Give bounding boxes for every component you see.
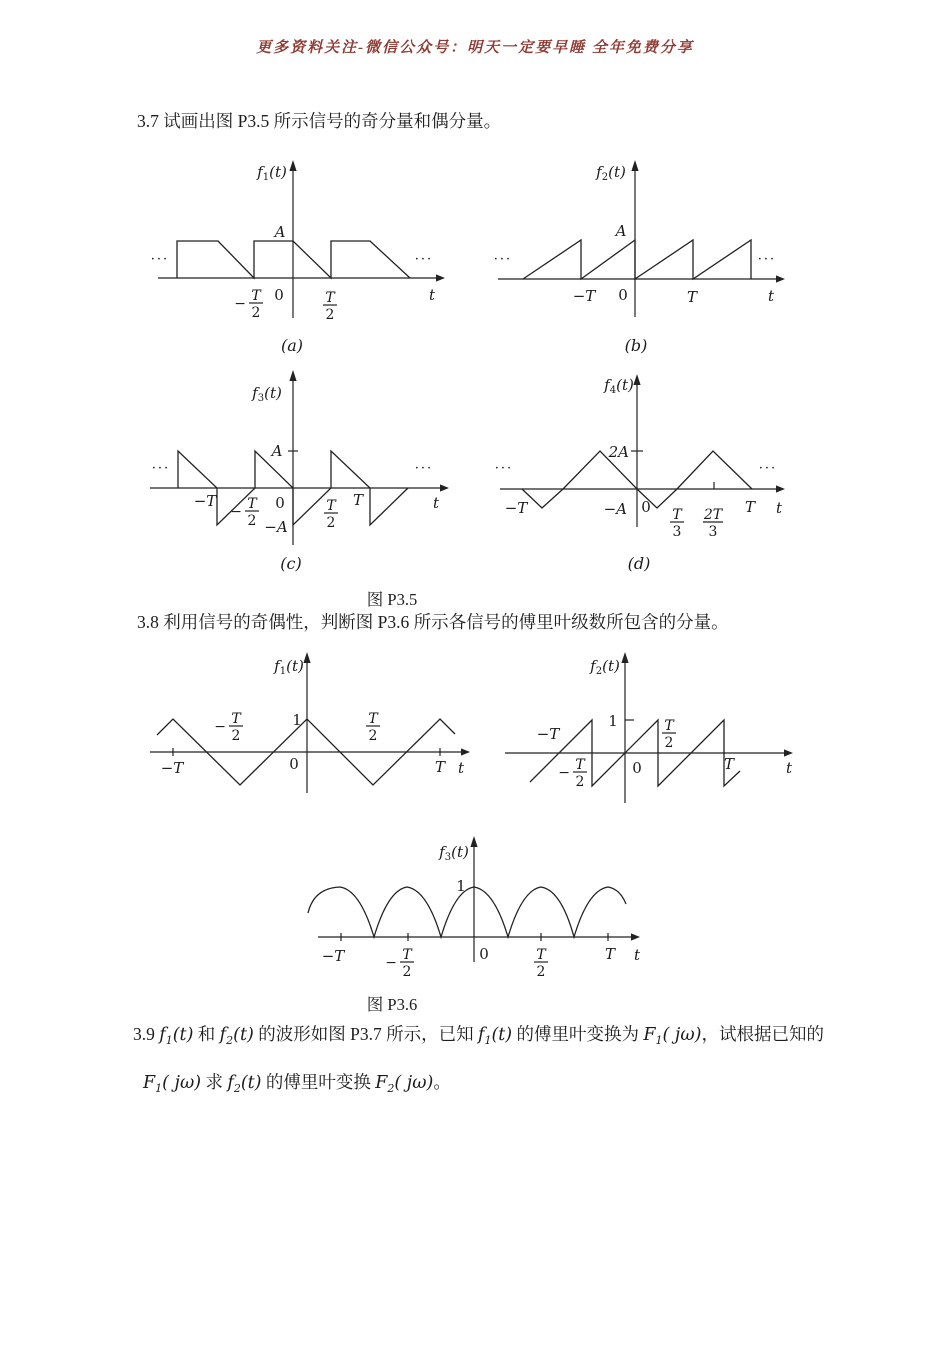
fraction-denominator: 3	[672, 524, 682, 540]
continuation-dots: ···	[414, 252, 434, 267]
fraction-label	[214, 711, 243, 744]
fraction-numerator: T	[575, 757, 585, 773]
tick-label: T	[723, 755, 735, 773]
math-symbol: ( jω)	[394, 1073, 434, 1093]
fig-p36-signal-f3-waveform	[308, 887, 626, 937]
plain-text: 求	[201, 1072, 228, 1092]
fraction-sign: −	[214, 719, 226, 735]
x-axis-arrowhead	[436, 274, 445, 281]
continuation-dots: ···	[758, 461, 778, 476]
subfigure-label: (b)	[624, 336, 648, 355]
tick-label: −T	[536, 725, 560, 743]
tick-label: 1	[292, 711, 302, 729]
tick-label: 0	[618, 286, 628, 304]
fraction-sign: −	[230, 504, 242, 520]
figure-p35-caption: 图 P3.5	[366, 590, 418, 609]
fraction-label	[534, 947, 548, 980]
y-axis-arrowhead	[303, 652, 310, 663]
plain-text: 的傅里叶变换为	[512, 1024, 644, 1044]
tick-label: A	[271, 442, 283, 460]
tick-label: T	[352, 491, 364, 509]
fraction-label	[662, 718, 676, 751]
fraction-denominator: 2	[326, 515, 336, 531]
continuation-dots: ···	[493, 252, 513, 267]
math-subscript: 2	[233, 1082, 241, 1095]
tick-label: 0	[479, 945, 489, 963]
math-subscript: 2	[226, 1034, 234, 1047]
fraction-sign: −	[234, 296, 246, 312]
y-axis-arrowhead	[289, 160, 296, 171]
tick-label: 1	[456, 877, 466, 895]
time-axis-label: t	[767, 287, 775, 305]
fraction-label	[323, 290, 337, 323]
fraction-label	[385, 947, 414, 980]
tick-label: A	[615, 222, 627, 240]
time-axis-label: t	[633, 946, 641, 964]
fraction-denominator: 2	[251, 305, 261, 321]
time-axis-label: t	[432, 494, 440, 512]
tick-label: 0	[275, 494, 285, 512]
fraction-numerator: T	[536, 947, 546, 963]
fraction-label	[366, 711, 380, 744]
continuation-dots: ···	[757, 252, 777, 267]
y-axis-arrowhead	[631, 160, 638, 171]
tick-label: −T	[321, 947, 345, 965]
math-symbol: (t)	[240, 1073, 262, 1093]
y-axis-arrowhead	[470, 836, 477, 847]
y-axis-arrowhead	[289, 370, 296, 381]
math-symbol: (t)	[491, 1025, 513, 1045]
fraction-label	[230, 496, 259, 529]
fraction-numerator: T	[664, 718, 674, 734]
math-subscript: 1	[165, 1034, 173, 1047]
plain-text: 和	[193, 1024, 220, 1044]
tick-label: T	[744, 498, 756, 516]
plain-text: ，试根据已知的	[701, 1024, 824, 1044]
continuation-dots: ···	[151, 461, 171, 476]
time-axis-label: t	[775, 499, 783, 517]
continuation-dots: ···	[150, 252, 170, 267]
x-axis-arrowhead	[461, 748, 470, 755]
tick-label: 0	[274, 286, 284, 304]
math-subscript: 1	[484, 1034, 492, 1047]
fraction-denominator: 2	[575, 774, 585, 790]
fraction-denominator: 2	[325, 307, 335, 323]
problem-3-9-text-line1	[133, 1023, 824, 1052]
math-symbol: ( jω)	[162, 1073, 202, 1093]
tick-label: −T	[193, 492, 217, 510]
tick-label: 0	[632, 759, 642, 777]
fraction-numerator: T	[368, 711, 378, 727]
subfigure-label: (c)	[280, 554, 302, 573]
math-subscript: 2	[387, 1082, 395, 1095]
x-axis-arrowhead	[776, 485, 785, 492]
tick-label: T	[686, 288, 698, 306]
math-symbol: f	[219, 1025, 227, 1045]
fig-p35b-signal-f2-waveform	[523, 240, 751, 279]
fig-p35d-signal-f4	[495, 374, 785, 573]
fig-p36-signal-f3	[308, 836, 641, 980]
signal-name-label: $f_4(t)$	[604, 376, 634, 396]
x-axis-arrowhead	[631, 933, 640, 940]
math-subscript: 1	[655, 1034, 663, 1047]
continuation-dots: ···	[414, 461, 434, 476]
fraction-numerator: T	[326, 498, 336, 514]
signal-name-label: $f_1(t)$	[274, 657, 304, 677]
fraction-label	[670, 507, 684, 540]
y-axis-arrowhead	[621, 652, 628, 663]
math-symbol: f	[227, 1073, 234, 1093]
fraction-label	[703, 507, 724, 540]
tick-label: A	[274, 223, 286, 241]
fraction-denominator: 3	[708, 524, 718, 540]
signal-name-label: $f_3(t)$	[439, 843, 469, 863]
fig-p35c-signal-f3	[150, 370, 449, 573]
plain-text: 的傅里叶变换	[261, 1072, 376, 1092]
subfigure-label: (a)	[280, 336, 304, 355]
problem-3-8-text: 3.8 利用信号的奇偶性，判断图 P3.6 所示各信号的傅里叶级数所包含的分量。	[137, 612, 729, 632]
fraction-sign: −	[558, 765, 570, 781]
math-symbol: (t)	[172, 1025, 194, 1045]
plain-text: 的波形如图 P3.7 所示，已知	[253, 1024, 478, 1044]
subfigure-label: (d)	[627, 554, 651, 573]
math-symbol: ( jω)	[662, 1025, 702, 1045]
fig-p35b-signal-f2	[494, 160, 785, 355]
x-axis-arrowhead	[440, 484, 449, 491]
math-symbol: F	[643, 1025, 656, 1045]
time-axis-label: t	[457, 759, 465, 777]
fraction-label	[234, 288, 263, 321]
signal-name-label: $f_3(t)$	[252, 384, 282, 404]
fraction-numerator: T	[247, 496, 257, 512]
fraction-sign: −	[385, 955, 397, 971]
plain-text: 3.9	[133, 1024, 160, 1044]
tick-label: −T	[160, 759, 184, 777]
plain-text: 。	[433, 1072, 451, 1092]
fig-p35a-signal-f1	[151, 160, 445, 355]
fraction-numerator: T	[672, 507, 682, 523]
fraction-label	[558, 757, 587, 790]
fraction-numerator: T	[231, 711, 241, 727]
math-symbol: F	[143, 1073, 156, 1093]
signal-name-label: $f_1(t)$	[257, 163, 287, 183]
fig-p36-signal-f2	[505, 652, 793, 803]
x-axis-arrowhead	[784, 749, 793, 756]
signal-name-label: $f_2(t)$	[596, 163, 626, 183]
fraction-denominator: 2	[247, 513, 257, 529]
math-symbol: F	[375, 1073, 388, 1093]
y-axis-arrowhead	[633, 374, 640, 385]
math-subscript: 1	[155, 1082, 163, 1095]
math-symbol: (t)	[233, 1025, 254, 1045]
tick-label: 0	[641, 498, 651, 516]
fraction-denominator: 2	[536, 964, 546, 980]
math-symbol: f	[159, 1025, 166, 1045]
tick-label: −A	[603, 500, 627, 518]
math-symbol: f	[477, 1025, 485, 1045]
tick-label: T	[604, 945, 616, 963]
fraction-label	[324, 498, 338, 531]
time-axis-label: t	[428, 286, 436, 304]
fraction-denominator: 2	[231, 728, 241, 744]
fraction-numerator: 2T	[703, 507, 723, 523]
tick-label: −T	[504, 499, 528, 517]
figure-p36-caption: 图 P3.6	[366, 995, 418, 1014]
signal-name-label: $f_2(t)$	[590, 657, 620, 677]
fraction-denominator: 2	[368, 728, 378, 744]
continuation-dots: ···	[494, 461, 514, 476]
time-axis-label: t	[785, 759, 793, 777]
tick-label: 0	[289, 755, 299, 773]
tick-label: −T	[572, 287, 596, 305]
fraction-numerator: T	[325, 290, 335, 306]
tick-label: 2A	[608, 443, 629, 461]
page-header-note: 更多资料关注-微信公众号：明天一定要早睡 全年免费分享	[256, 40, 694, 56]
problem-3-7-text: 3.7 试画出图 P3.5 所示信号的奇分量和偶分量。	[137, 111, 502, 131]
tick-label: 1	[608, 712, 618, 730]
tick-label: −A	[264, 518, 288, 536]
x-axis-arrowhead	[776, 275, 785, 282]
fraction-denominator: 2	[664, 735, 674, 751]
problem-3-9-text-line2	[143, 1071, 451, 1100]
fraction-numerator: T	[251, 288, 261, 304]
tick-label: T	[434, 758, 446, 776]
fraction-denominator: 2	[402, 964, 412, 980]
fig-p36-signal-f1	[150, 652, 470, 793]
fraction-numerator: T	[402, 947, 412, 963]
